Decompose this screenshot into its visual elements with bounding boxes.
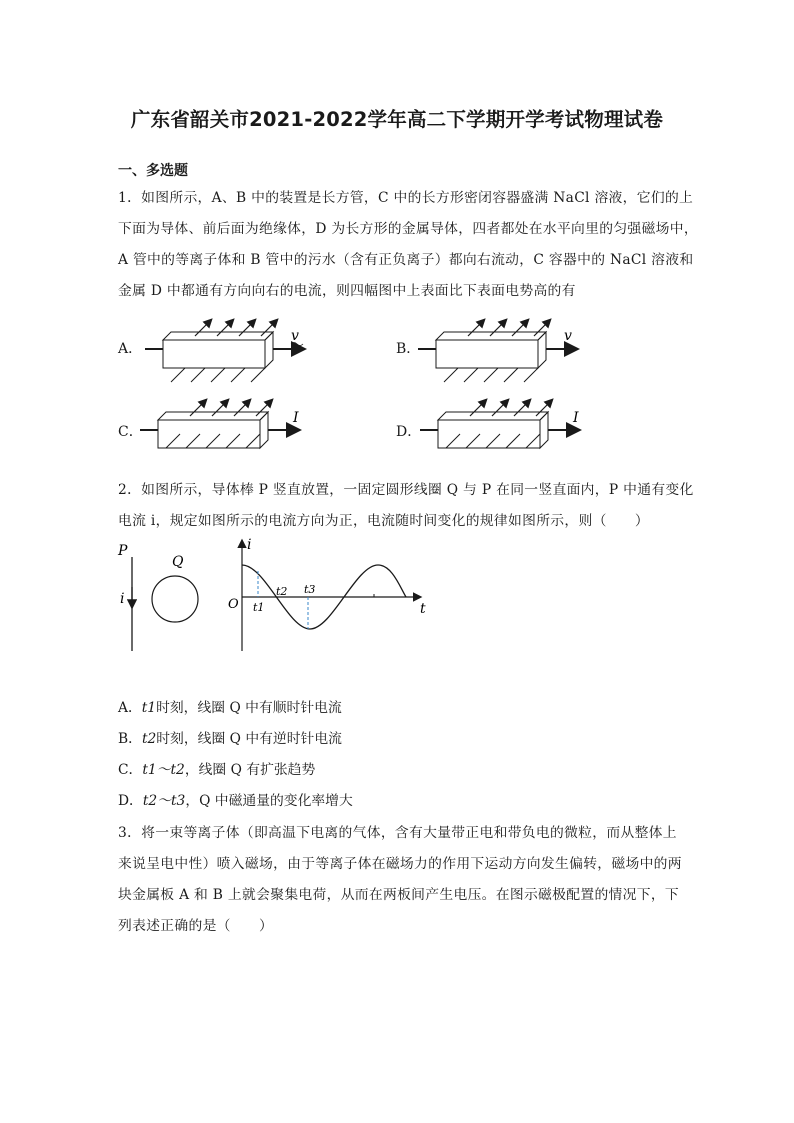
q3-line-2: 来说呈电中性）喷入磁场，由于等离子体在磁场力的作用下运动方向发生偏转，磁场中的两 [118,856,682,872]
q1-line-1: 1．如图所示，A、B 中的装置是长方管，C 中的长方形密闭容器盛满 NaCl 溶液，它们的上 [118,190,694,206]
q1-c-arrow-label: I [293,410,299,426]
section-heading: 一、多选题 [118,163,188,179]
q1-b-arrow-label: v [564,328,572,344]
q2-option-c-text: ，线圈 Q 有扩张趋势 [184,762,316,778]
q2-option-b [118,727,342,747]
q1-option-a-label: A． [118,341,143,357]
coil-label: Q [172,554,184,570]
graph-y-label: i [247,537,252,553]
q2-line-2: 电流 i，规定如图所示的电流方向为正，电流随时间变化的规律如图所示，则（ ） [118,513,649,529]
q1-line-2: 下面为导体、前后面为绝缘体，D 为长方形的金属导体，四者都处在水平向里的匀强磁场中， [118,221,698,237]
q2-option-d-text: ，Q 中磁通量的变化率增大 [185,793,353,809]
q1-option-d-label: D． [396,424,422,440]
page-title: 广东省韶关市2021-2022学年高二下学期开学考试物理试卷 [130,108,664,131]
origin-label: O [228,597,239,612]
q2-option-c-prefix: C． [118,762,143,778]
figure-b [418,320,576,382]
q2-option-c [118,758,315,778]
rod-label: P [118,543,128,559]
q2-option-c-var: t1～t2 [142,762,185,778]
q2-option-d-prefix: D． [118,793,143,809]
figure-d [420,400,579,448]
q1-line-4: 金属 D 中都通有方向向右的电流，则四幅图中上表面比下表面电势高的有 [118,283,576,299]
q1-figures [0,300,794,450]
q2-option-b-var: t2 [141,731,157,747]
q1-a-arrow-label: v [291,328,299,344]
q3-line-3: 块金属板 A 和 B 上就会聚集电荷，从而在两板间产生电压。在图示磁极配置的情况下，下 [118,887,680,903]
t3-label: t3 [304,583,316,596]
q2-option-d-var: t2～t3 [142,793,186,809]
q2-option-d [118,789,353,809]
q1-line-3: A 管中的等离子体和 B 管中的污水（含有正负离子）都向右流动，C 容器中的 NaCl 溶液和 [118,252,694,268]
q3-line-4: 列表述正确的是（ ） [118,918,274,934]
q1-option-c-label: C． [118,424,143,440]
coil-q [152,576,198,622]
q2-option-b-text: 时刻，线圈 Q 中有逆时针电流 [156,731,342,747]
q2-option-b-prefix: B． [118,731,142,747]
t1-label: t1 [253,601,265,614]
t2-label: t2 [276,585,288,598]
q2-line-1: 2．如图所示，导体棒 P 竖直放置，一固定圆形线圈 Q 与 P 在同一竖直面内，P 中通有变化 [118,482,694,498]
q2-figure [110,535,440,660]
current-label: i [120,591,125,607]
figure-a [145,320,303,382]
q2-option-a-text: 时刻，线圈 Q 中有顺时针电流 [156,700,342,716]
figure-c [140,400,299,448]
q3-line-1: 3．将一束等离子体（即高温下电离的气体，含有大量带正电和带负电的微粒，而从整体上 [118,825,677,841]
q1-option-b-label: B． [396,341,421,357]
q2-option-a-var: t1 [141,700,157,716]
q2-option-a-prefix: A． [118,700,142,716]
q2-option-a [118,696,342,716]
q1-d-arrow-label: I [573,410,579,426]
graph-x-label: t [420,601,426,617]
